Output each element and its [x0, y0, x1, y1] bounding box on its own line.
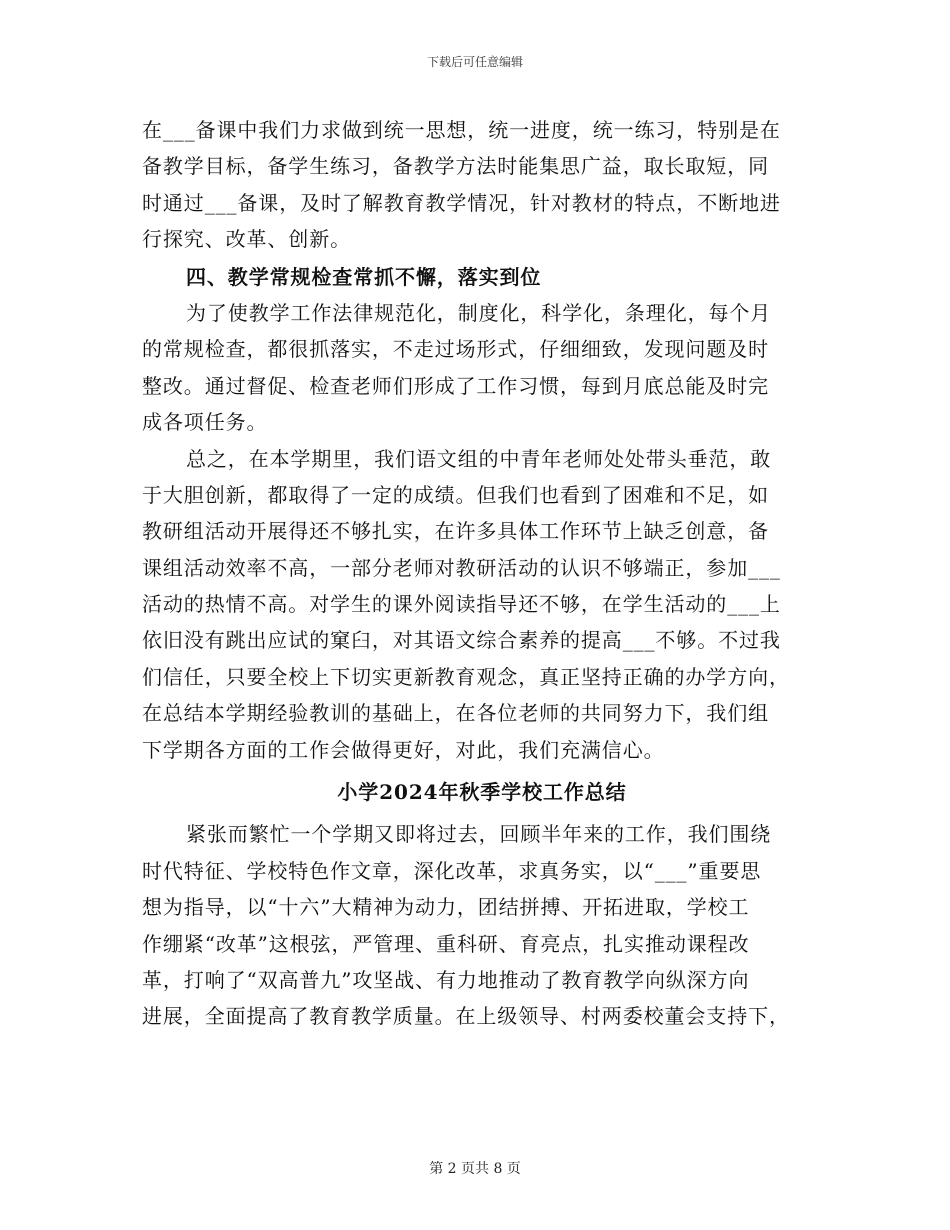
text-line: 整改。通过督促、检查老师们形成了工作习惯，每到月底总能及时完 [142, 373, 769, 398]
text-line: 作绷紧“改革”这根弦，严管理、重科研、育亮点，扎实推动课程改 [142, 931, 750, 956]
text-line: 时通过___备课，及时了解教育教学情况，针对教材的特点，不断地进 [142, 190, 781, 215]
text-line: 成各项任务。 [142, 410, 268, 435]
paragraph-1 [142, 112, 822, 258]
text-line: 教研组活动开展得还不够扎实，在许多具体工作环节上缺乏创意，备 [142, 519, 769, 544]
text-line: 在___备课中我们力求做到统一思想，统一进度，统一练习，特别是在 [142, 118, 781, 142]
text-line: 于大胆创新，都取得了一定的成绩。但我们也看到了困难和不足，如 [142, 482, 769, 507]
page-header: 下载后可任意编辑 [426, 55, 523, 69]
text-line: 下学期各方面的工作会做得更好，对此，我们充满信心。 [142, 737, 665, 762]
text-line: 时代特征、学校特色作文章，深化改革，求真务实，以“___”重要思 [142, 858, 762, 883]
text-line: 备教学目标，备学生练习，备教学方法时能集思广益，取长取短，同 [142, 154, 769, 179]
text-line: 们信任，只要全校上下切实更新教育观念，真正坚持正确的办学方向， [142, 664, 790, 689]
text-line: 总之，在本学期里，我们语文组的中青年老师处处带头垂范，敢 [186, 446, 772, 471]
text-line: 想为指导，以“十六”大精神为动力，团结拼搏、开拓进取，学校工 [142, 895, 750, 920]
text-line: 在总结本学期经验教训的基础上，在各位老师的共同努力下，我们组 [142, 701, 769, 726]
text-line: 依旧没有跳出应试的窠臼，对其语文综合素养的提高___不够。不过我 [142, 628, 781, 653]
text-line: 的常规检查，都很抓落实，不走过场形式，仔细细致，发现问题及时 [142, 337, 769, 362]
paragraph-4 [142, 816, 822, 1034]
text-line: 活动的热情不高。对学生的课外阅读指导还不够，在学生活动的___上 [142, 592, 781, 617]
text-line: 进展，全面提高了教育教学质量。在上级领导、村两委校董会支持下， [142, 1004, 790, 1029]
paragraph-2 [142, 295, 822, 441]
page-footer: 第 2 页共 8 页 [429, 1161, 521, 1177]
text-line: 课组活动效率不高，一部分老师对教研活动的认识不够端正，参加___ [142, 555, 781, 580]
text-line: 紧张而繁忙一个学期又即将过去，回顾半年来的工作，我们围绕 [186, 822, 772, 847]
section-title: 小学2024年秋季学校工作总结 [337, 780, 627, 805]
text-line: 行探究、改革、创新。 [142, 227, 351, 252]
text-line: 为了使教学工作法律规范化，制度化，科学化，条理化，每个月 [186, 300, 772, 325]
text-line: 革，打响了“双高普九”攻坚战、有力地推动了教育教学向纵深方向 [142, 967, 750, 992]
section-heading-4: 四、教学常规检查常抓不懈，落实到位 [186, 264, 542, 289]
document-body [142, 112, 822, 1035]
paragraph-3 [142, 441, 822, 769]
